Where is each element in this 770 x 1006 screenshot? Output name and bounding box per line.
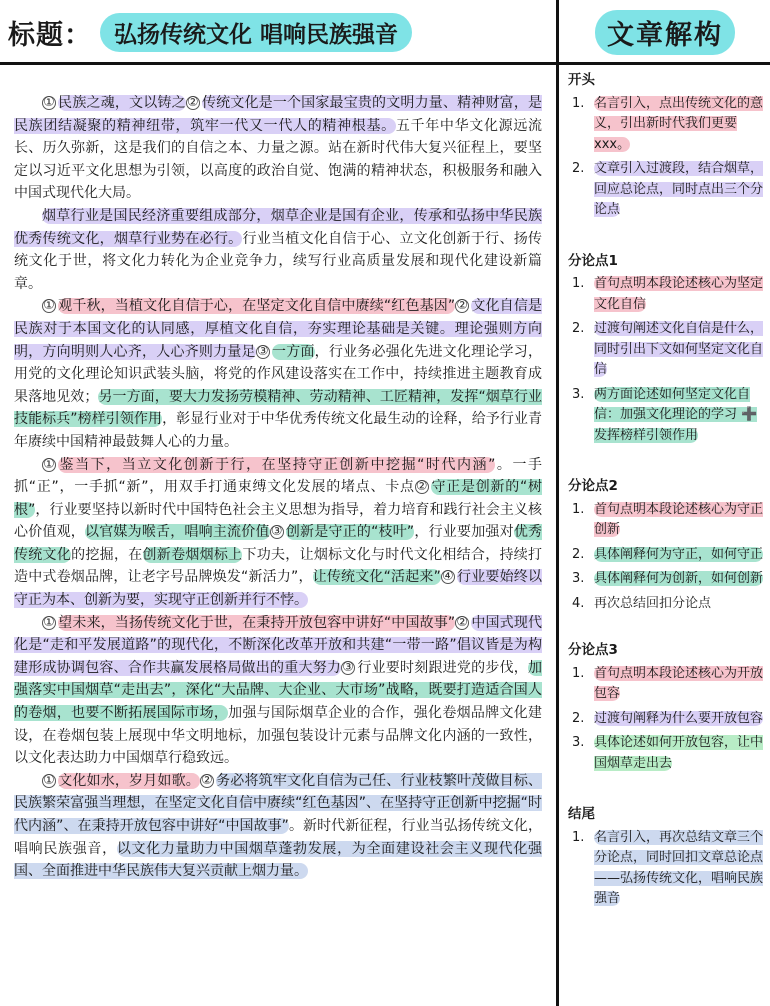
- essay-title: 弘扬传统文化 唱响民族强音: [100, 13, 412, 52]
- segment-number-marker: ④: [442, 569, 454, 585]
- outline-item-text: [594, 385, 764, 447]
- outline-section-title: 分论点2: [568, 478, 618, 494]
- outline-item: [568, 500, 764, 541]
- title-label: 标题：: [8, 19, 92, 51]
- highlighted-text: 创新是守正的“枝叶”: [285, 524, 415, 541]
- outline-item-number: 3.: [572, 386, 585, 402]
- paragraph-1: [14, 92, 542, 205]
- paragraph-text: 行业当植文化自信于心、立文化创新于行、扬传统文化于世，将文化力转化为企业竞争力，续写行业高质量发展和现代化建设新篇章。: [14, 230, 543, 292]
- outline-item: [568, 828, 764, 910]
- segment-number-marker: ②: [186, 95, 199, 110]
- highlighted-text: 文化自信是民族对于本国文化的认同感，厚植文化自信，夯实理论基础是关键。理论强则方向明，方向明则人心齐，人心齐则力量足: [14, 298, 542, 360]
- highlighted-text: 传统文化是一个国家最宝贵的文明力量、精神财富，是民族团结凝聚的精神纽带，筑牢一代又一代人的精神根基。: [14, 95, 542, 134]
- outline-item-number: 1.: [572, 665, 585, 681]
- outline-item-highlight: 名言引入，点出传统文化的意义，引出新时代我们更要xxx。: [594, 95, 764, 152]
- outline-item-text: [594, 569, 764, 590]
- title-header: [8, 10, 553, 54]
- highlighted-text: 以文化力量助力中国烟草蓬勃发展，为全面建设社会主义现代化强国、全面推进中华民族伟大复兴贡献上烟力量。: [14, 840, 543, 880]
- highlighted-text: 观千秋，当植文化自信于心，在坚定文化自信中赓续“红色基因”: [58, 298, 456, 315]
- structure-outline: [568, 70, 764, 940]
- outline-item-number: 2.: [572, 321, 585, 336]
- outline-item: [568, 274, 764, 315]
- outline-item: [568, 94, 764, 156]
- outline-item: [568, 545, 764, 566]
- segment-number-marker: ②: [201, 772, 213, 788]
- paragraph-text: ，行业务必强化先进文化理论学习，用党的文化理论知识武装头脑，将党的作风建设落实在工作中，持续推进主题教育成果落地见效；: [14, 343, 543, 405]
- outline-section-point-2: [568, 476, 764, 614]
- outline-item-text: [594, 545, 764, 566]
- outline-item-number: 3.: [572, 571, 585, 586]
- outline-section-title: 分论点1: [568, 252, 618, 269]
- outline-item-number: 1.: [572, 95, 585, 111]
- segment-number-marker: ①: [43, 456, 55, 472]
- paragraph-6: [14, 770, 542, 883]
- outline-item: [568, 319, 764, 381]
- outline-item-highlight: 两方面论述如何坚定文化自信：加强文化理论的学习 ➕ 发挥榜样引领作用: [594, 386, 758, 443]
- paragraph-text: 。新时代新征程，行业当弘扬传统文化，唱响民族强音，: [14, 818, 542, 857]
- highlighted-text: 另一方面，要大力发扬劳模精神、劳动精神、工匠精神，发挥“烟草行业技能标兵”榜样引领作用: [14, 388, 542, 428]
- highlighted-text: 一方面: [271, 343, 315, 360]
- segment-number-marker: ③: [256, 343, 269, 359]
- highlighted-text: 中国式现代化是“走和平发展道路”的现代化，不断深化改革开放和共建“一带一路”倡议皆是为构建形成协调包容、合作共赢发展格局做出的重大努力: [14, 614, 542, 676]
- outline-item-number: 2.: [572, 710, 585, 726]
- outline-item-text: [594, 94, 764, 156]
- highlighted-text: 让传统文化“活起来”: [312, 569, 441, 586]
- outline-section-opening: [568, 70, 764, 221]
- outline-section-point-1: [568, 251, 764, 447]
- outline-item-number: 1.: [572, 276, 585, 291]
- outline-item-text: [594, 664, 764, 705]
- paragraph-3: [14, 295, 542, 453]
- segment-number-marker: ①: [43, 772, 55, 788]
- outline-item-number: 1.: [572, 829, 585, 845]
- outline-item: [568, 385, 764, 447]
- outline-item-text: [594, 159, 764, 221]
- outline-item-highlight: 过渡句阐述文化自信是什么，同时引出下文如何坚定文化自信: [594, 321, 764, 377]
- highlighted-text: 以官媒为喉舌，唱响主流价值: [85, 524, 270, 541]
- outline-item-highlight: 过渡句阐释为什么要开放包容: [594, 710, 764, 726]
- paragraph-text: ，行业要坚持以新时代中国特色社会主义思想为指导，着力培育和践行社会主义核心价值观，: [14, 501, 542, 541]
- segment-number-marker: ②: [415, 479, 428, 495]
- highlighted-text: 鉴当下，当立文化创新于行，在坚持守正创新中挖掘“时代内涵”: [58, 456, 496, 473]
- paragraph-text: 下功夫，让烟标文化与时代文化相结合，持续打造中式卷烟品牌，让老字号品牌焕发“新活力”，: [14, 546, 543, 586]
- segment-number-marker: ③: [342, 659, 354, 675]
- highlighted-text: 民族之魂，文以铸之: [58, 95, 186, 111]
- paragraph-5: [14, 612, 542, 770]
- segment-number-marker: ①: [43, 298, 55, 314]
- outline-item-text: [594, 274, 764, 315]
- outline-item-number: 3.: [572, 735, 585, 750]
- outline-item-text: [594, 828, 764, 910]
- outline-item-highlight: 名言引入，再次总结文章三个分论点，同时回扣文章总论点——弘扬传统文化，唱响民族强音: [594, 829, 764, 906]
- highlighted-text: 烟草行业是国民经济重要组成部分，烟草企业是国有企业，传承和弘扬中华民族优秀传统文化，烟草行业势在必行。: [14, 207, 542, 247]
- highlighted-text: 加强落实中国烟草“走出去”，深化“大品牌、大企业、大市场”战略，既要打造适合国人的卷烟，也要不断拓展国际市场，: [14, 659, 543, 722]
- outline-item-highlight: 首句点明本段论述核心为守正创新: [594, 501, 764, 537]
- outline-section-title: 开头: [568, 72, 595, 88]
- segment-number-marker: ②: [456, 298, 469, 314]
- paragraph-text: ，彰显行业对于中华优秀传统文化最生动的诠释，给予行业青年赓续中国精神最鼓舞人心的力量。: [14, 411, 542, 450]
- paragraph-text: 五千年中华文化源远流长、历久弥新，这是我们的自信之本、力量之源。站在新时代伟大复兴征程上，要坚定以习近平文化思想为引领，以高度的政治自觉、饱满的精神状态，积极服务和融入中国式现代化大局。: [14, 117, 542, 202]
- outline-item: [568, 569, 764, 590]
- highlighted-text: 创新卷烟烟标上: [142, 546, 243, 563]
- paragraph-4: [14, 454, 542, 612]
- outline-item: [568, 159, 764, 221]
- highlighted-text: 优秀传统文化: [14, 524, 543, 563]
- outline-section-title: 分论点3: [568, 642, 618, 658]
- outline-item-text: [594, 733, 764, 774]
- paragraph-text: 加强与国际烟草企业的合作，强化卷烟品牌文化建设，在卷烟包装上展现中华文明地标，加强包装设计元素与品牌文化内涵的一致性，以文化表达助力中国烟草行稳致远。: [14, 705, 543, 767]
- highlighted-text: 行业要始终以守正为本、创新为要，实现守正创新并行不悖。: [14, 569, 542, 609]
- outline-item-highlight: 具体阐释何为守正，如何守正: [594, 546, 764, 562]
- paragraph-text: 行业要时刻跟进党的步伐，: [357, 659, 529, 676]
- segment-number-marker: ②: [456, 614, 469, 630]
- outline-item-text: [594, 319, 764, 381]
- structure-title: 文章解构: [595, 10, 735, 55]
- highlighted-text: 务必将筑牢文化自信为己任、行业枝繁叶茂做目标、民族繁荣富强当理想，在坚定文化自信中赓续“红色基因”、在坚持守正创新中挖掘“时代内涵”、在秉持开放包容中讲好“中国故事”: [14, 772, 543, 834]
- outline-item-highlight: 文章引入过渡段，结合烟草，回应总论点，同时点出三个分论点: [594, 161, 764, 217]
- paragraph-text: ，行业要加强对: [414, 524, 514, 541]
- structure-header: [566, 10, 764, 54]
- horizontal-divider: [0, 62, 770, 65]
- outline-item-text: [594, 709, 764, 730]
- outline-item-text: [594, 500, 764, 541]
- segment-number-marker: ③: [270, 524, 283, 540]
- outline-item-highlight: 再次总结回扣分论点: [594, 595, 712, 611]
- outline-section-title: 结尾: [568, 806, 595, 822]
- vertical-divider: [556, 0, 559, 1006]
- segment-number-marker: ①: [43, 95, 55, 110]
- outline-item: [568, 594, 764, 615]
- outline-item-highlight: 具体论述如何开放包容，让中国烟草走出去: [594, 735, 764, 771]
- highlighted-text: 守正是创新的“树根”: [14, 479, 542, 518]
- paragraph-text: 。一手抓“正”，一手抓“新”，用双手打通束缚文化发展的堵点、卡点: [14, 456, 542, 496]
- outline-item: [568, 664, 764, 705]
- outline-item-number: 1.: [572, 501, 585, 517]
- outline-item-number: 4.: [572, 595, 585, 611]
- essay-body: [14, 92, 542, 883]
- outline-item-highlight: 首句点明本段论述核心为开放包容: [594, 665, 764, 701]
- outline-section-point-3: [568, 640, 764, 774]
- outline-item: [568, 733, 764, 774]
- highlighted-text: 望未来，当扬传统文化于世，在秉持开放包容中讲好“中国故事”: [58, 614, 456, 631]
- outline-item-highlight: 具体阐释何为创新，如何创新: [594, 571, 764, 586]
- outline-item-text: [594, 594, 764, 615]
- outline-item: [568, 709, 764, 730]
- paragraph-text: 的挖掘，在: [71, 546, 143, 563]
- outline-section-ending: [568, 804, 764, 910]
- outline-item-number: 2.: [572, 546, 585, 562]
- highlighted-text: 文化如水，岁月如歌。: [58, 772, 200, 789]
- outline-item-number: 2.: [572, 161, 585, 176]
- segment-number-marker: ①: [43, 614, 55, 630]
- paragraph-2: [14, 205, 542, 295]
- outline-item-highlight: 首句点明本段论述核心为坚定文化自信: [594, 276, 764, 312]
